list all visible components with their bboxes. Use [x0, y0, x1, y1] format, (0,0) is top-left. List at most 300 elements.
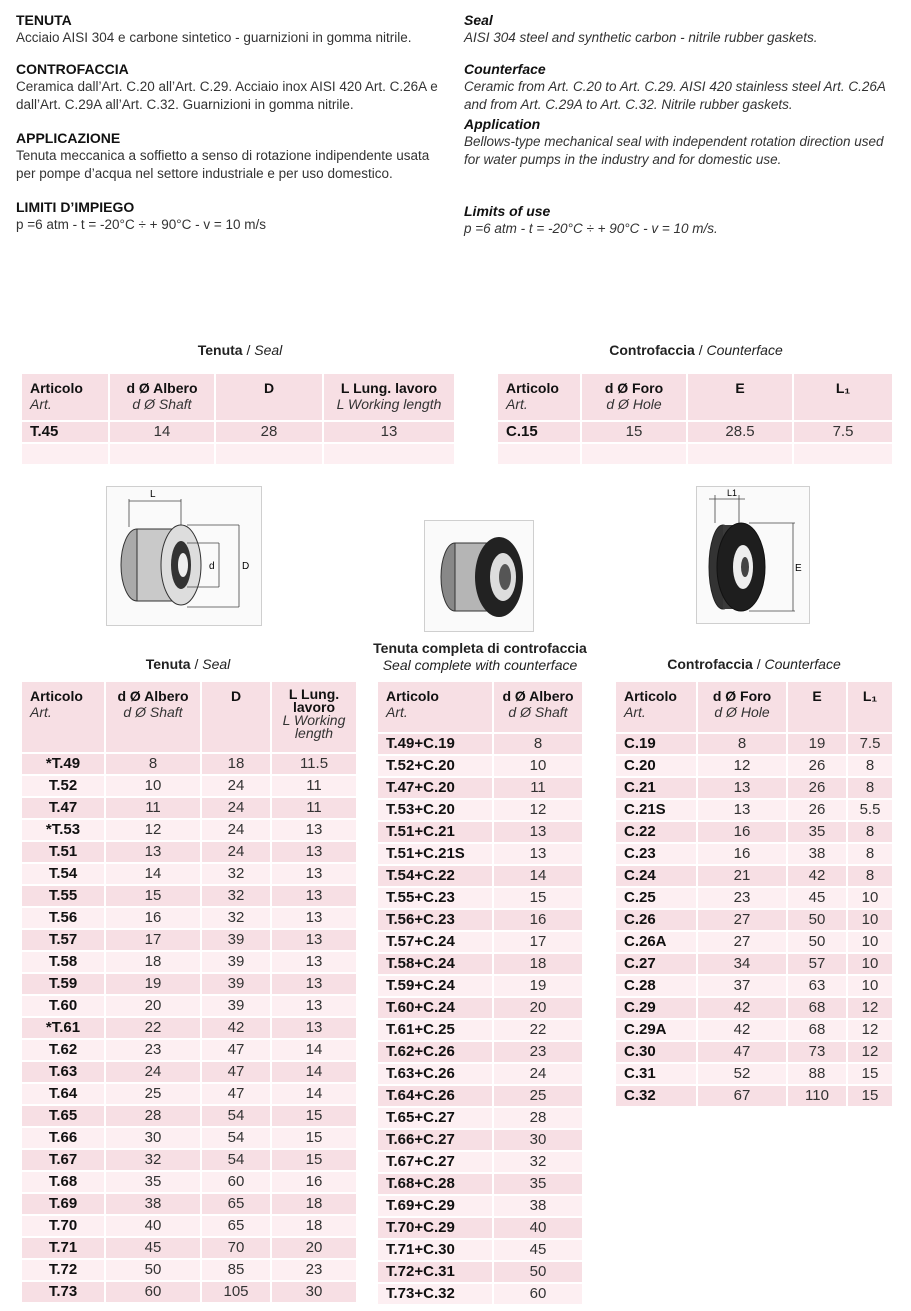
article-cell: C.29	[616, 998, 696, 1018]
article-cell: *T.49	[22, 754, 104, 774]
table-row	[378, 1196, 582, 1216]
header-articolo: Articolo Art.	[616, 682, 696, 732]
value-cell: 12	[698, 756, 786, 776]
section-text: Bellows-type mechanical seal with independent rotation direction used for water pumps in the industry and for domestic use.	[464, 134, 884, 167]
value-cell: 11	[272, 776, 356, 796]
value-cell: 24	[202, 776, 270, 796]
table-row	[378, 910, 582, 930]
value-cell: 24	[494, 1064, 582, 1084]
value-cell: 35	[106, 1172, 200, 1192]
value-cell: 47	[202, 1084, 270, 1104]
counterface-drawing-icon	[697, 487, 809, 623]
table-row	[616, 976, 892, 996]
table-row	[22, 974, 356, 994]
article-cell: T.58+C.24	[378, 954, 492, 974]
value-cell: 27	[698, 932, 786, 952]
seal-drawing-icon	[107, 487, 261, 625]
value-cell: 27	[698, 910, 786, 930]
value-cell: 22	[106, 1018, 200, 1038]
article-cell: T.60+C.24	[378, 998, 492, 1018]
counterface-drawing-figure	[696, 486, 810, 624]
header-l1: L₁	[794, 374, 892, 420]
value-cell: 35	[788, 822, 846, 842]
header-shaft: d Ø Albero d Ø Shaft	[494, 682, 582, 732]
counter-caption: Controfaccia / Counterface	[667, 656, 841, 672]
value-cell: 12	[848, 1020, 892, 1040]
article-cell: T.51+C.21	[378, 822, 492, 842]
top-seal-table	[20, 372, 456, 466]
article-cell: C.24	[616, 866, 696, 886]
article-cell: T.51+C.21S	[378, 844, 492, 864]
value-cell: 50	[788, 932, 846, 952]
table-row	[22, 996, 356, 1016]
value-cell: 42	[202, 1018, 270, 1038]
value-cell: 65	[202, 1216, 270, 1236]
value-cell: 14	[272, 1062, 356, 1082]
table-row	[22, 1018, 356, 1038]
article-cell: C.32	[616, 1086, 696, 1106]
table-row	[378, 756, 582, 776]
table-row	[616, 866, 892, 886]
value-cell: 60	[106, 1282, 200, 1302]
value-cell: 45	[788, 888, 846, 908]
table-row	[22, 908, 356, 928]
top-seal-caption: Tenuta / Seal	[197, 342, 283, 358]
value-cell: 63	[788, 976, 846, 996]
value-cell: 15	[106, 886, 200, 906]
article-cell: C.23	[616, 844, 696, 864]
section-text: Tenuta meccanica a soffietto a senso di rotazione indipendente usata per pompe d’acqua nel settore industriale e per uso domestico.	[16, 148, 430, 181]
article-cell: T.55	[22, 886, 104, 906]
article-cell: C.27	[616, 954, 696, 974]
svg-text:D: D	[242, 561, 250, 572]
value-cell: 54	[202, 1128, 270, 1148]
value-cell: 18	[202, 754, 270, 774]
value-cell: 17	[494, 932, 582, 952]
value-cell: 10	[848, 932, 892, 952]
value-cell: 30	[494, 1130, 582, 1150]
value-cell: 13	[698, 800, 786, 820]
article-cell: *T.61	[22, 1018, 104, 1038]
value-cell: 45	[106, 1238, 200, 1258]
value-cell: 23	[272, 1260, 356, 1280]
article-cell: T.56	[22, 908, 104, 928]
value-cell: 19	[106, 974, 200, 994]
svg-text:L: L	[150, 489, 156, 500]
table-row	[378, 1130, 582, 1150]
value-cell: 25	[106, 1084, 200, 1104]
article-cell: C.26	[616, 910, 696, 930]
table-row	[22, 1062, 356, 1082]
article-cell: T.59+C.24	[378, 976, 492, 996]
value-cell: 24	[202, 842, 270, 862]
table-row	[22, 1282, 356, 1302]
value-cell: 18	[272, 1216, 356, 1236]
value-cell: 13	[494, 844, 582, 864]
value-cell: 73	[788, 1042, 846, 1062]
value-cell: 39	[202, 996, 270, 1016]
value-cell: 10	[494, 756, 582, 776]
table-row	[22, 1128, 356, 1148]
value-cell: 14	[494, 866, 582, 886]
table-row	[378, 1020, 582, 1040]
table-row	[22, 820, 356, 840]
article-cell: T.54	[22, 864, 104, 884]
svg-text:E: E	[795, 563, 802, 574]
table-row	[22, 842, 356, 862]
value-cell: 32	[202, 864, 270, 884]
article-cell: T.49+C.19	[378, 734, 492, 754]
article-cell: C.20	[616, 756, 696, 776]
header-articolo: Articolo Art.	[22, 374, 108, 420]
value-cell: 8	[106, 754, 200, 774]
table-row	[22, 1150, 356, 1170]
section-applicazione	[16, 130, 441, 183]
table-row	[616, 800, 892, 820]
value-cell: 60	[202, 1172, 270, 1192]
value-cell: 52	[698, 1064, 786, 1084]
table-row	[378, 954, 582, 974]
value-cell: 10	[848, 888, 892, 908]
table-row	[616, 1042, 892, 1062]
section-limiti	[16, 199, 441, 234]
value-cell: 20	[494, 998, 582, 1018]
value-cell: 15	[848, 1086, 892, 1106]
value-cell: 39	[202, 974, 270, 994]
section-title: Counterface	[464, 61, 546, 77]
table-row: C.15 15 28.5 7.5	[498, 422, 892, 442]
value-cell: 40	[106, 1216, 200, 1236]
value-cell: 23	[698, 888, 786, 908]
article-cell: T.65	[22, 1106, 104, 1126]
value-cell: 65	[202, 1194, 270, 1214]
table-row	[616, 844, 892, 864]
section-title: Application	[464, 116, 541, 132]
article-cell: T.60	[22, 996, 104, 1016]
value-cell: 11	[272, 798, 356, 818]
value-cell: 28	[494, 1108, 582, 1128]
article-cell: T.71+C.30	[378, 1240, 492, 1260]
caption-en: Seal	[202, 656, 231, 672]
article-cell: T.59	[22, 974, 104, 994]
value-cell: 13	[106, 842, 200, 862]
value-cell: 7.5	[848, 734, 892, 754]
value-cell: 47	[202, 1040, 270, 1060]
value-cell: 32	[202, 886, 270, 906]
section-seal	[464, 12, 889, 47]
value-cell: 13	[698, 778, 786, 798]
value-cell: 50	[788, 910, 846, 930]
article-cell: T.52	[22, 776, 104, 796]
article-cell: T.64+C.26	[378, 1086, 492, 1106]
article-cell: C.29A	[616, 1020, 696, 1040]
value-cell: 85	[202, 1260, 270, 1280]
section-title: TENUTA	[16, 12, 72, 28]
value-cell: 13	[272, 974, 356, 994]
value-cell: 70	[202, 1238, 270, 1258]
value-cell: 68	[788, 1020, 846, 1040]
header-length: L Lung. lavoro L Working length	[324, 374, 454, 420]
article-cell: C.26A	[616, 932, 696, 952]
table-row	[22, 1084, 356, 1104]
value-cell: 38	[106, 1194, 200, 1214]
section-counterface	[464, 61, 889, 114]
table-row	[22, 776, 356, 796]
caption-en: Seal complete with counterface	[382, 657, 578, 673]
table-row	[378, 1262, 582, 1282]
section-text: Ceramica dall’Art. C.20 all’Art. C.29. Acciaio inox AISI 420 Art. C.26A e dall’Art. C.29A all’Art. C.32. Guarnizioni in gomma nitrile.	[16, 79, 438, 112]
value-cell: 11	[494, 778, 582, 798]
table-row	[378, 1086, 582, 1106]
table-row	[378, 734, 582, 754]
table-row	[378, 888, 582, 908]
article-cell: T.51	[22, 842, 104, 862]
section-text: p =6 atm - t = -20°C ÷ + 90°C - v = 10 m/s.	[464, 221, 718, 236]
article-cell: T.53+C.20	[378, 800, 492, 820]
article-cell: C.19	[616, 734, 696, 754]
value-cell: 23	[494, 1042, 582, 1062]
value-cell: 18	[106, 952, 200, 972]
value-cell: 40	[494, 1218, 582, 1238]
article-cell: T.57	[22, 930, 104, 950]
table-row	[22, 1216, 356, 1236]
article-cell: C.31	[616, 1064, 696, 1084]
article-cell: T.57+C.24	[378, 932, 492, 952]
table-row	[22, 798, 356, 818]
value-cell: 13	[272, 886, 356, 906]
value-cell: 10	[106, 776, 200, 796]
header-d: D	[216, 374, 322, 420]
header-hole: d Ø Foro d Ø Hole	[582, 374, 686, 420]
value-cell: 28	[106, 1106, 200, 1126]
table-row	[616, 1020, 892, 1040]
table-row-empty	[22, 444, 454, 464]
counterface-table	[614, 680, 894, 1108]
table-row	[378, 1218, 582, 1238]
article-cell: T.72	[22, 1260, 104, 1280]
article-cell: T.65+C.27	[378, 1108, 492, 1128]
section-text: Ceramic from Art. C.20 to Art. C.29. AISI 420 stainless steel Art. C.26A and from Art. C.29A to Art. C.32. Nitrile rubber gaskets.	[464, 79, 886, 112]
value-cell: 88	[788, 1064, 846, 1084]
value-cell: 25	[494, 1086, 582, 1106]
value-cell: 110	[788, 1086, 846, 1106]
value-cell: 30	[106, 1128, 200, 1148]
table-row	[378, 998, 582, 1018]
section-text: p =6 atm - t = -20°C ÷ + 90°C - v = 10 m/s	[16, 217, 267, 232]
value-cell: 16	[106, 908, 200, 928]
value-cell: 14	[272, 1084, 356, 1104]
caption-it: Tenuta	[197, 342, 243, 358]
section-title: Seal	[464, 12, 493, 28]
article-cell: T.66	[22, 1128, 104, 1148]
header-articolo: Articolo Art.	[378, 682, 492, 732]
table-row	[378, 976, 582, 996]
article-cell: T.69+C.29	[378, 1196, 492, 1216]
section-text: AISI 304 steel and synthetic carbon - nitrile rubber gaskets.	[464, 30, 818, 45]
caption-it: Tenuta	[145, 656, 191, 672]
seal-drawing-figure	[106, 486, 262, 626]
value-cell: 10	[848, 910, 892, 930]
value-cell: 42	[698, 1020, 786, 1040]
table-row	[378, 778, 582, 798]
caption-en: Counterface	[706, 342, 783, 358]
value-cell: 16	[698, 844, 786, 864]
value-cell: 10	[848, 954, 892, 974]
svg-text:d: d	[209, 561, 215, 572]
table-row	[22, 1194, 356, 1214]
value-cell: 14	[272, 1040, 356, 1060]
value-cell: 13	[272, 1018, 356, 1038]
table-row	[616, 1086, 892, 1106]
caption-en: Seal	[254, 342, 283, 358]
complete-caption	[350, 640, 610, 674]
article-cell: T.68+C.28	[378, 1174, 492, 1194]
value-cell: 45	[494, 1240, 582, 1260]
value-cell: 13	[272, 930, 356, 950]
value-cell: 26	[788, 800, 846, 820]
table-row	[616, 822, 892, 842]
article-cell: T.67+C.27	[378, 1152, 492, 1172]
value-cell: 42	[788, 866, 846, 886]
value-cell: 8	[848, 756, 892, 776]
table-row	[616, 888, 892, 908]
article-cell: T.64	[22, 1084, 104, 1104]
table-row	[22, 1040, 356, 1060]
table-row	[22, 1260, 356, 1280]
table-row	[22, 1238, 356, 1258]
value-cell: 8	[698, 734, 786, 754]
value-cell: 23	[106, 1040, 200, 1060]
value-cell: 15	[494, 888, 582, 908]
value-cell: 21	[698, 866, 786, 886]
value-cell: 32	[202, 908, 270, 928]
intro-english	[464, 12, 889, 238]
article-cell: T.56+C.23	[378, 910, 492, 930]
table-row	[378, 866, 582, 886]
header-e: E	[788, 682, 846, 732]
value-cell: 68	[788, 998, 846, 1018]
table-row	[378, 1042, 582, 1062]
header-shaft: d Ø Albero d Ø Shaft	[110, 374, 214, 420]
article-cell: T.61+C.25	[378, 1020, 492, 1040]
table-row	[378, 1108, 582, 1128]
value-cell: 50	[494, 1262, 582, 1282]
section-title: APPLICAZIONE	[16, 130, 121, 146]
value-cell: 13	[272, 952, 356, 972]
table-row	[616, 756, 892, 776]
value-cell: 15	[272, 1128, 356, 1148]
article-cell: *T.53	[22, 820, 104, 840]
value-cell: 11	[106, 798, 200, 818]
value-cell: 22	[494, 1020, 582, 1040]
value-cell: 57	[788, 954, 846, 974]
header-l1: L₁	[848, 682, 892, 732]
article-cell: T.55+C.23	[378, 888, 492, 908]
table-row	[378, 1174, 582, 1194]
value-cell: 34	[698, 954, 786, 974]
value-cell: 16	[272, 1172, 356, 1192]
value-cell: 20	[272, 1238, 356, 1258]
value-cell: 13	[272, 820, 356, 840]
article-cell: C.21S	[616, 800, 696, 820]
value-cell: 5.5	[848, 800, 892, 820]
value-cell: 38	[788, 844, 846, 864]
table-row	[616, 932, 892, 952]
seal-caption: Tenuta / Seal	[145, 656, 231, 672]
value-cell: 18	[494, 954, 582, 974]
value-cell: 12	[494, 800, 582, 820]
table-row	[378, 1064, 582, 1084]
value-cell: 15	[272, 1150, 356, 1170]
value-cell: 26	[788, 756, 846, 776]
article-cell: T.70	[22, 1216, 104, 1236]
value-cell: 18	[272, 1194, 356, 1214]
table-row	[22, 754, 356, 774]
value-cell: 42	[698, 998, 786, 1018]
table-row	[616, 954, 892, 974]
table-row	[616, 734, 892, 754]
value-cell: 35	[494, 1174, 582, 1194]
value-cell: 19	[494, 976, 582, 996]
value-cell: 47	[698, 1042, 786, 1062]
header-articolo: Articolo Art.	[22, 682, 104, 752]
seal-table	[20, 680, 358, 1304]
value-cell: 24	[202, 820, 270, 840]
value-cell: 12	[848, 998, 892, 1018]
article-cell: C.30	[616, 1042, 696, 1062]
table-row	[378, 932, 582, 952]
value-cell: 16	[698, 822, 786, 842]
article-cell: T.47	[22, 798, 104, 818]
value-cell: 39	[202, 952, 270, 972]
value-cell: 24	[106, 1062, 200, 1082]
value-cell: 38	[494, 1196, 582, 1216]
table-row	[22, 1106, 356, 1126]
table-row	[616, 778, 892, 798]
article-cell: T.69	[22, 1194, 104, 1214]
article-cell: T.70+C.29	[378, 1218, 492, 1238]
complete-seal-figure	[424, 520, 534, 632]
section-title: CONTROFACCIA	[16, 61, 129, 77]
section-title: Limits of use	[464, 203, 551, 219]
value-cell: 8	[848, 844, 892, 864]
table-row	[378, 800, 582, 820]
section-tenuta	[16, 12, 441, 47]
section-title: LIMITI D’IMPIEGO	[16, 199, 135, 215]
value-cell: 47	[202, 1062, 270, 1082]
svg-text:L1: L1	[727, 488, 738, 498]
table-row	[378, 844, 582, 864]
article-cell: T.72+C.31	[378, 1262, 492, 1282]
caption-en: Counterface	[764, 656, 841, 672]
value-cell: 12	[848, 1042, 892, 1062]
value-cell: 19	[788, 734, 846, 754]
table-row	[616, 1064, 892, 1084]
article-cell: T.58	[22, 952, 104, 972]
article-cell: T.73	[22, 1282, 104, 1302]
header-articolo: Articolo Art.	[498, 374, 580, 420]
header-e: E	[688, 374, 792, 420]
value-cell: 8	[848, 866, 892, 886]
section-limits	[464, 203, 889, 238]
value-cell: 60	[494, 1284, 582, 1304]
top-counter-table	[496, 372, 894, 466]
value-cell: 50	[106, 1260, 200, 1280]
header-shaft: d Ø Albero d Ø Shaft	[106, 682, 200, 752]
caption-it: Controfaccia	[667, 656, 753, 672]
value-cell: 15	[848, 1064, 892, 1084]
top-counter-caption: Controfaccia / Counterface	[609, 342, 783, 358]
